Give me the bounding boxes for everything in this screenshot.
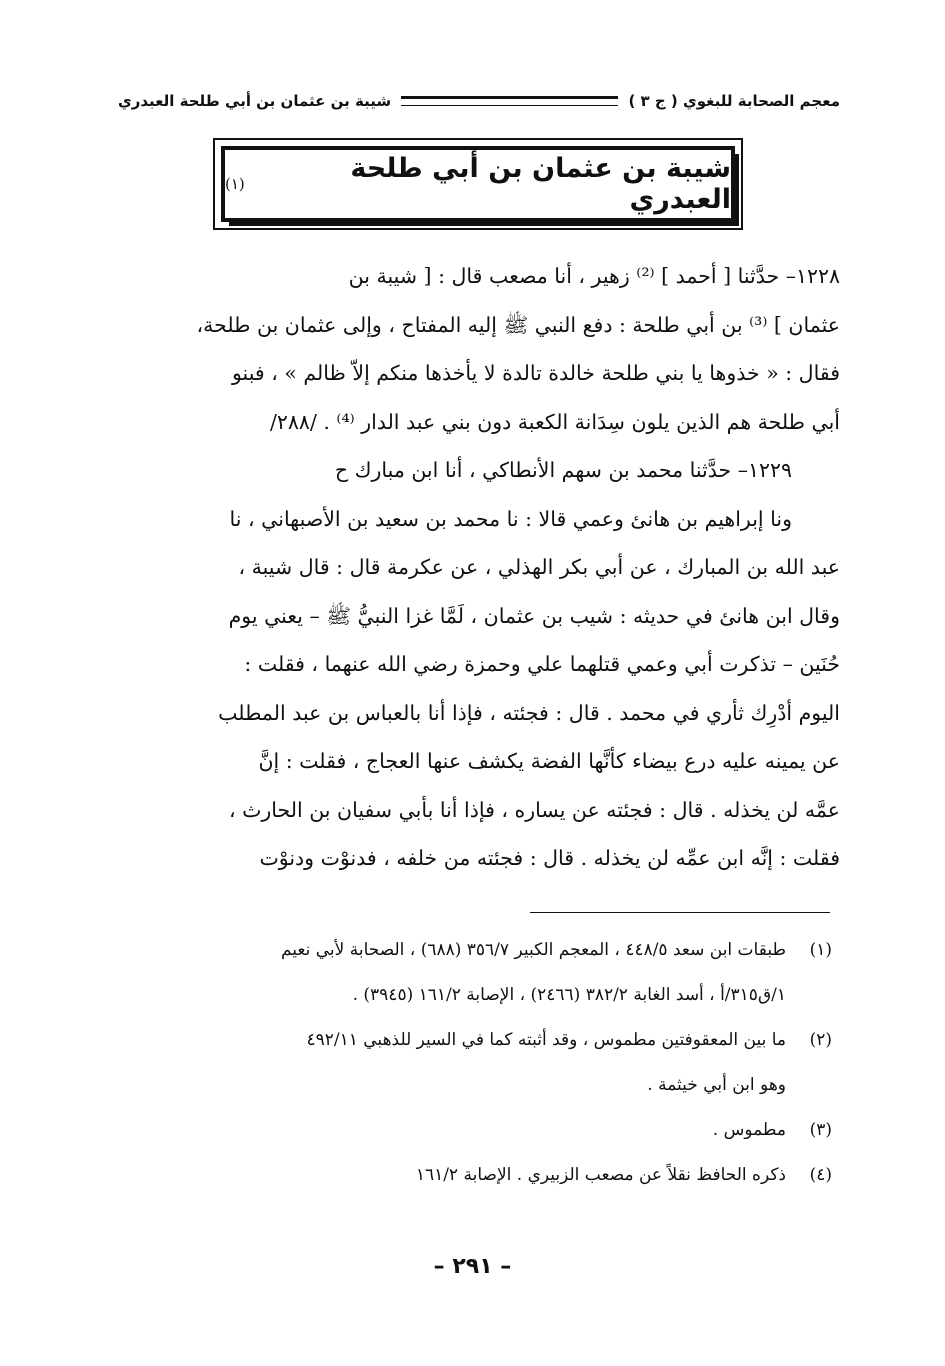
header-book-title: معجم الصحابة للبغوي ( ج ٣ ) xyxy=(628,92,840,110)
text-line: أبي طلحة هم الذين يلون سِدَانة الكعبة دون بني عبد الدار ⁽⁴⁾ . /٢٨٨/ xyxy=(269,409,840,434)
main-text-body xyxy=(128,252,840,883)
footnote xyxy=(120,1153,832,1198)
header-chapter-title: شيبة بن عثمان بن أبي طلحة العبدري xyxy=(118,92,392,110)
page-number: – ٢٩١ – xyxy=(433,1254,512,1279)
text-line: حُنَين – تذكرت أبي وعمي قتلهما علي وحمزة رضي الله عنهما ، فقلت : xyxy=(244,652,840,676)
footnote-number: (٢) xyxy=(809,1030,832,1050)
footnote-line: ما بين المعقوفتين مطموس ، وقد أثبته كما في السير للذهبي ٤٩٢/١١ xyxy=(306,1030,786,1050)
footnote-number: (١) xyxy=(809,940,832,960)
text-line: عمَّه لن يخذله . قال : فجئته عن يساره ، فإذا أنا بأبي سفيان بن الحارث ، xyxy=(228,797,840,822)
text-line: ١٢٢٩– حدَّثنا محمد بن سهم الأنطاكي ، أنا ابن مبارك ح xyxy=(334,458,792,482)
footnote-line: طبقات ابن سعد ٤٤٨/٥ ، المعجم الكبير ٣٥٦/٧ (٦٨٨) ، الصحابة لأبي نعيم xyxy=(280,940,786,960)
footnote-number: (٣) xyxy=(809,1120,832,1140)
text-line: اليوم أدْرِك ثأري في محمد . قال : فجئته ، فإذا أنا بالعباس بن عبد المطلب xyxy=(218,700,840,725)
title-frame xyxy=(213,138,743,230)
text-line: عبد الله بن المبارك ، عن أبي بكر الهذلي ، عن عكرمة قال : قال شيبة ، xyxy=(238,555,840,579)
text-line: عن يمينه عليه درع بيضاء كأنَّها الفضة يكشف عنها العجاج ، فقلت : إنَّ xyxy=(258,749,840,773)
footnote-line: ذكره الحافظ نقلاً عن مصعب الزبيري . الإصابة ١٦١/٢ xyxy=(415,1165,786,1185)
text-line: فقال : « خذوها يا بني طلحة خالدة تالدة لا يأخذها منكم إلاّ ظالم » ، فبنو xyxy=(231,361,840,385)
footnote-line: ١/ق٣١٥/أ ، أسد الغابة ٣٨٢/٢ (٢٤٦٦) ، الإصابة ١٦١/٢ (٣٩٤٥) . xyxy=(352,985,786,1005)
footnote xyxy=(120,1018,832,1108)
footnote-line: وهو ابن أبي خيثمة . xyxy=(647,1075,786,1095)
text-line: وقال ابن هانئ في حديثه : شيب بن عثمان ، لَمَّا غزا النبيُّ ﷺ – يعني يوم xyxy=(228,603,840,628)
footnote-line: مطموس . xyxy=(712,1120,786,1140)
running-header xyxy=(118,86,840,116)
header-rule xyxy=(401,96,618,106)
title-inner-frame xyxy=(221,146,735,222)
text-line: ١٢٢٨– حدَّثنا [ أحمد ] ⁽²⁾ زهير ، أنا مصعب قال : [ شيبة بن xyxy=(348,264,840,288)
footnote-number: (٤) xyxy=(809,1165,832,1185)
footnote-divider xyxy=(530,912,830,913)
title-footnote-marker: (١) xyxy=(225,175,245,193)
chapter-title: شيبة بن عثمان بن أبي طلحة العبدري xyxy=(350,153,731,215)
footnotes xyxy=(120,928,832,1198)
text-line: فقلت : إنَّه ابن عمِّه لن يخذله . قال : فجئته من خلفه ، فدنوْت ودنوْت xyxy=(259,846,840,870)
footnote xyxy=(120,1108,832,1153)
text-line: عثمان ] ⁽³⁾ بن أبي طلحة : دفع النبي ﷺ إليه المفتاح ، وإلى عثمان بن طلحة، xyxy=(196,312,840,337)
footnote xyxy=(120,928,832,1018)
text-line: ونا إبراهيم بن هانئ وعمي قالا : نا محمد بن سعيد بن الأصبهاني ، نا xyxy=(229,506,792,531)
